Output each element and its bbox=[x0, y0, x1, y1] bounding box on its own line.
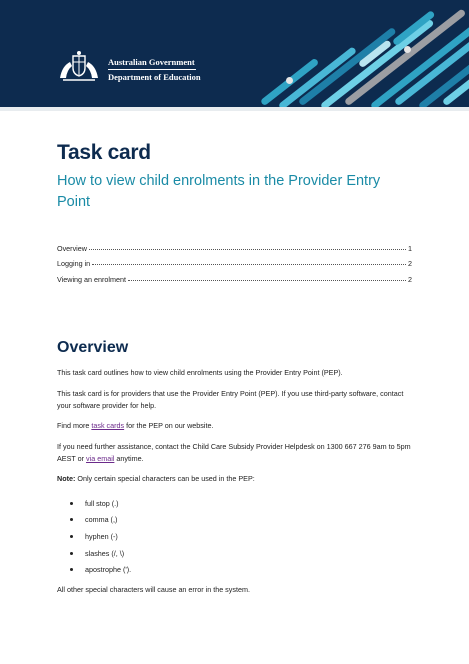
org-line-2: Department of Education bbox=[108, 72, 201, 82]
decorative-dot bbox=[404, 46, 411, 53]
bullet-icon bbox=[70, 518, 73, 521]
toc-page: 2 bbox=[408, 259, 412, 268]
banner-underline bbox=[0, 107, 469, 111]
toc-leader bbox=[89, 249, 406, 250]
list-item bbox=[70, 545, 131, 562]
list-item bbox=[70, 561, 131, 578]
note-text: Only certain special characters can be used in the PEP: bbox=[75, 474, 255, 483]
header-banner bbox=[0, 0, 469, 107]
list-item bbox=[70, 512, 131, 529]
list-item bbox=[70, 495, 131, 512]
table-of-contents bbox=[57, 237, 412, 284]
text-run: Find more bbox=[57, 421, 92, 430]
bullet-icon bbox=[70, 568, 73, 571]
list-item bbox=[70, 528, 131, 545]
overview-paragraph-2: This task card is for providers that use the Provider Entry Point (PEP). If you use third-party software, contact your software provider for help. bbox=[57, 389, 404, 410]
coat-of-arms-icon bbox=[57, 50, 101, 82]
overview-paragraph-3 bbox=[57, 420, 417, 432]
overview-heading: Overview bbox=[57, 339, 129, 356]
bullet-icon bbox=[70, 535, 73, 538]
toc-label: Viewing an enrolment bbox=[57, 274, 126, 284]
text-run: If you need further assistance, contact the Child Care Subsidy Provider Helpdesk on 1300 667 276 9am to 5pm AEST or bbox=[57, 442, 411, 463]
overview-paragraph-1: This task card outlines how to view child enrolments using the Provider Entry Point (PEP). bbox=[57, 368, 343, 377]
text-run: anytime. bbox=[114, 453, 144, 463]
toc-page: 1 bbox=[408, 243, 412, 253]
via-email-link[interactable]: via email bbox=[86, 453, 115, 463]
bullet-icon bbox=[70, 502, 73, 505]
bullet-icon bbox=[70, 552, 73, 555]
decorative-dot bbox=[286, 77, 293, 84]
toc-leader bbox=[128, 280, 406, 281]
wordmark-divider bbox=[108, 69, 196, 70]
page-subtitle: How to view child enrolments in the Provider Entry Point bbox=[57, 173, 381, 210]
toc-entry-logging-in[interactable] bbox=[57, 253, 412, 269]
list-item-text: slashes (/, \) bbox=[85, 548, 125, 558]
note-paragraph bbox=[57, 473, 417, 485]
toc-entry-viewing-enrolment[interactable] bbox=[57, 268, 412, 284]
toc-label: Overview bbox=[57, 243, 87, 253]
list-item-text: full stop (.) bbox=[85, 498, 119, 508]
government-wordmark bbox=[108, 57, 201, 82]
page-title: Task card bbox=[57, 141, 151, 164]
list-item-text: apostrophe ('). bbox=[85, 565, 132, 575]
toc-leader bbox=[92, 264, 406, 265]
toc-label: Logging in bbox=[57, 259, 91, 268]
closing-paragraph: All other special characters will cause an error in the system. bbox=[57, 585, 250, 594]
note-label: Note: bbox=[57, 474, 76, 483]
task-cards-link[interactable]: task cards bbox=[91, 421, 125, 430]
overview-paragraph-4 bbox=[57, 441, 417, 464]
toc-entry-overview[interactable] bbox=[57, 237, 412, 253]
toc-page: 2 bbox=[408, 274, 412, 284]
org-line-1: Australian Government bbox=[108, 57, 195, 67]
list-item-text: comma (,) bbox=[85, 515, 118, 525]
text-run: for the PEP on our website. bbox=[124, 421, 214, 430]
list-item-text: hyphen (-) bbox=[85, 531, 118, 541]
special-characters-list bbox=[70, 495, 131, 578]
